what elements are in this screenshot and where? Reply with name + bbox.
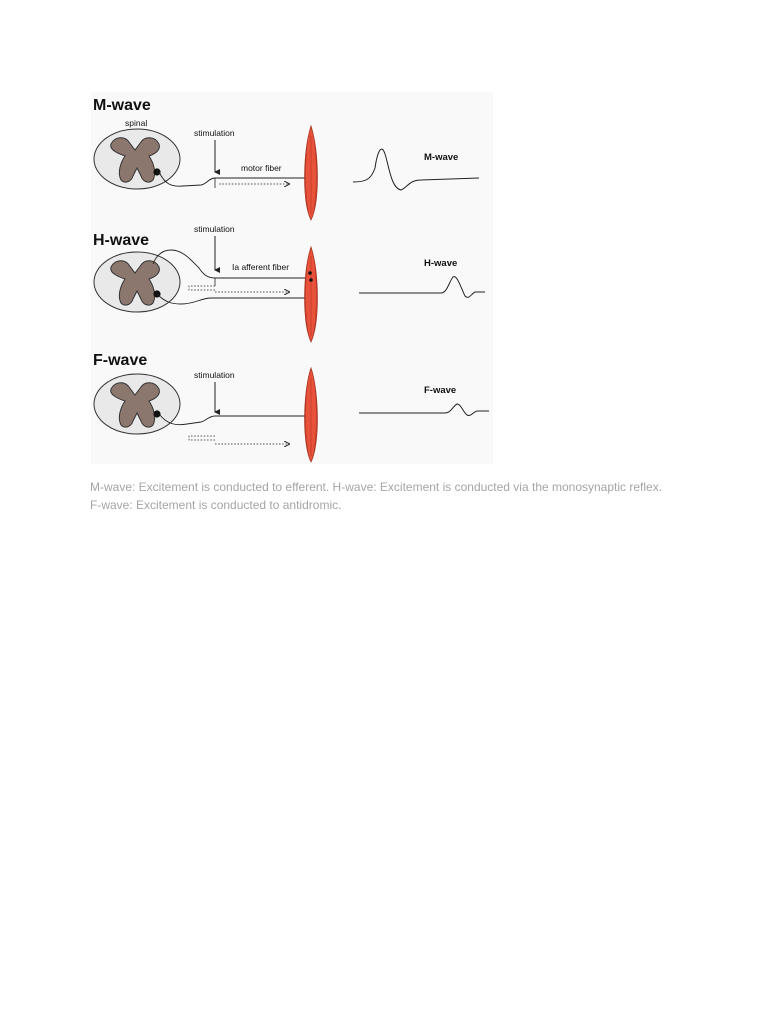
panel-title-f-wave: F-wave	[93, 352, 148, 369]
panel-title-m-wave: M-wave	[93, 97, 151, 114]
muscle	[305, 368, 318, 462]
fiber-label-motor: motor fiber	[241, 163, 282, 173]
panel-m-wave	[93, 97, 479, 220]
wave-label-m: M-wave	[424, 152, 459, 163]
motor-fiber	[157, 294, 306, 304]
wave-label-h: H-wave	[424, 258, 458, 269]
panel-h-wave	[93, 224, 485, 342]
f-wave-trace	[359, 404, 489, 415]
spinal-label: spinal	[125, 118, 148, 128]
spinal-cord-cross-section	[94, 374, 180, 434]
spinal-cord-cross-section	[94, 129, 180, 189]
spinal-cord-cross-section	[94, 252, 180, 312]
stimulation-label: stimulation	[194, 224, 235, 234]
figure-caption: M-wave: Excitement is conducted to efferent. H-wave: Excitement is conducted via the monosynaptic reflex. F-wave: Excitement is conducted to antidromic.	[90, 480, 663, 512]
nerve-conduction-figure	[91, 92, 493, 464]
muscle	[305, 126, 318, 220]
h-wave-trace	[359, 277, 485, 298]
panel-title-h-wave: H-wave	[93, 232, 150, 249]
motor-fiber	[159, 414, 306, 425]
motor-neuron	[153, 168, 160, 175]
panel-f-wave	[93, 352, 489, 462]
fiber-label-afferent: Ia afferent fiber	[232, 262, 290, 272]
wave-label-f: F-wave	[424, 385, 457, 396]
stimulation-label: stimulation	[194, 370, 235, 380]
m-wave-trace	[353, 149, 479, 190]
stimulation-label: stimulation	[194, 128, 235, 138]
muscle	[305, 247, 318, 342]
